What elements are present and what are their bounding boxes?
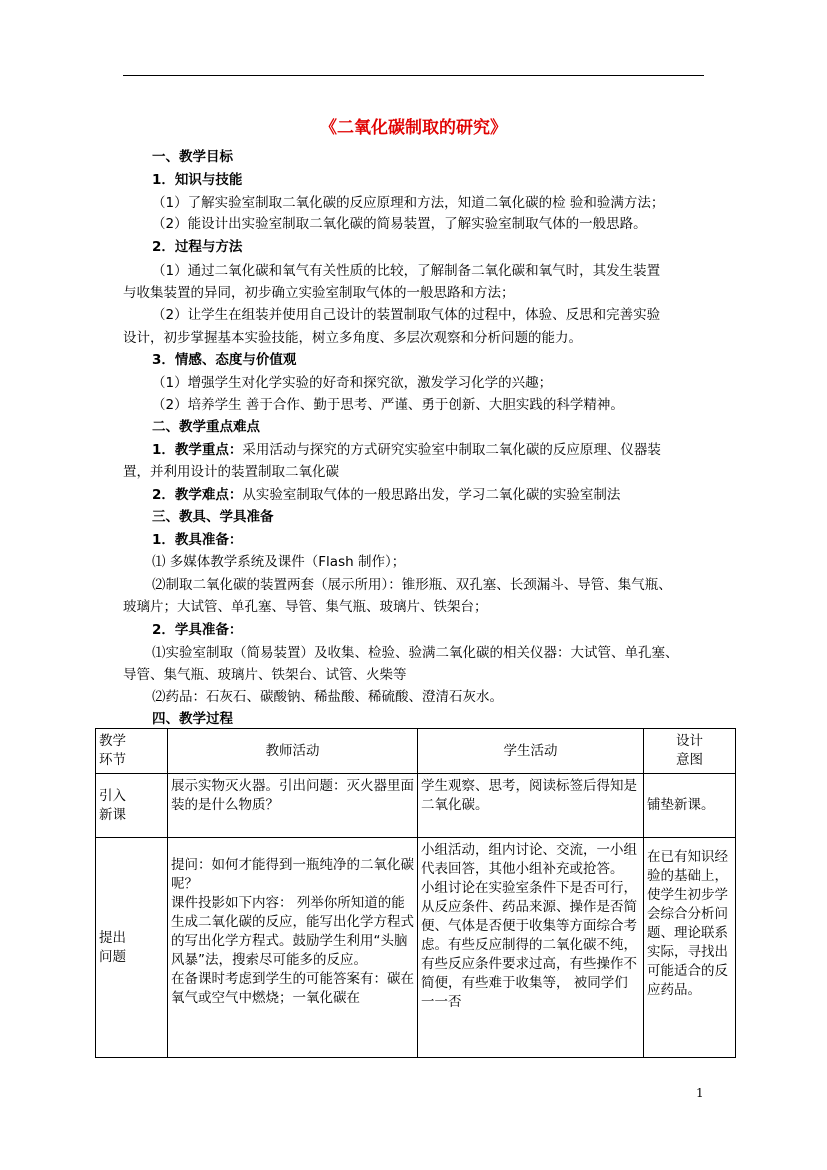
row-intent: 在已有知识经验的基础上，使学生初步学会综合分析问题、理论联系实际，寻找出可能适合的反应药品。 xyxy=(644,838,736,1058)
key-label: 1．教学重点： xyxy=(152,442,243,458)
header-rule xyxy=(123,75,704,76)
paragraph: （1）了解实验室制取二氧化碳的反应原理和方法，知道二氧化碳的检 验和验满方法； xyxy=(152,195,665,211)
row-stage: 引入 新课 xyxy=(96,774,168,838)
row-teacher: 展示实物灭火器。引出问题：灭火器里面装的是什么物质？ xyxy=(168,774,418,838)
section-heading-goals: 一、教学目标 xyxy=(152,149,233,165)
header-intent: 设计 意图 xyxy=(644,729,736,774)
paragraph: 与收集装置的异同，初步确立实验室制取气体的一般思路和方法； xyxy=(123,285,515,301)
paragraph: （1）增强学生对化学实验的好奇和探究欲，激发学习化学的兴趣； xyxy=(152,375,553,391)
row-student: 小组活动，组内讨论、交流，一小组代表回答，其他小组补充或抢答。 小组讨论在实验室条件下是否可行，从反应条件、药品来源、操作是否简便、气体是否便于收集等方面综合考虑。有些反应制得的二氧化碳不纯，有些反应条件要求过高，有些操作不简便，有些难于收集等， 被同学们一一否 xyxy=(418,838,644,1058)
subheading-knowledge: 1．知识与技能 xyxy=(152,172,243,188)
row-stage: 提出 问题 xyxy=(96,838,168,1058)
paragraph xyxy=(152,485,620,505)
difficulty-label: 2．教学难点： xyxy=(152,487,243,503)
row-student: 学生观察、思考，阅读标签后得知是二氧化碳。 xyxy=(418,774,644,838)
paragraph: 导管、集气瓶、玻璃片、铁架台、试管、火柴等 xyxy=(123,667,407,683)
table-header-row xyxy=(96,729,736,774)
subheading-values: 3．情感、态度与价值观 xyxy=(152,352,297,368)
table-row xyxy=(96,774,736,838)
paragraph: （2）能设计出实验室制取二氧化碳的简易装置，了解实验室制取气体的一般思路。 xyxy=(152,216,647,232)
paragraph: ⑴ 多媒体教学系统及课件（Flash 制作）； xyxy=(152,554,406,570)
header-student: 学生活动 xyxy=(418,729,644,774)
header-stage: 教学 环节 xyxy=(96,729,168,774)
paragraph: 玻璃片；大试管、单孔塞、导管、集气瓶、玻璃片、铁架台； xyxy=(123,599,488,615)
section-heading-process: 四、教学过程 xyxy=(152,711,233,727)
paragraph: （2）让学生在组装并使用自己设计的装置制取气体的过程中，体验、反思和完善实验 xyxy=(152,307,661,323)
page-number: 1 xyxy=(696,1086,704,1100)
subheading-teacher-materials: 1．教具准备： xyxy=(152,532,243,548)
paragraph: （1）通过二氧化碳和氧气有关性质的比较，了解制备二氧化碳和氧气时，其发生装置 xyxy=(152,263,661,279)
subheading-process: 2．过程与方法 xyxy=(152,239,243,255)
subheading-student-materials: 2．学具准备： xyxy=(152,622,243,638)
paragraph: ⑴实验室制取（简易装置）及收集、检验、验满二氧化碳的相关仪器：大试管、单孔塞、 xyxy=(152,645,679,661)
paragraph xyxy=(152,440,661,460)
paragraph: ⑵制取二氧化碳的装置两套（展示所用）：锥形瓶、双孔塞、长颈漏斗、导管、集气瓶、 xyxy=(152,577,672,593)
paragraph: 设计，初步掌握基本实验技能，树立多角度、多层次观察和分析问题的能力。 xyxy=(123,330,582,346)
paragraph: （2）培养学生 善于合作、勤于思考、严谨、勇于创新、大胆实践的科学精神。 xyxy=(152,397,624,413)
header-teacher: 教师活动 xyxy=(168,729,418,774)
row-intent: 铺垫新课。 xyxy=(644,774,736,838)
paragraph: 置，并利用设计的装置制取二氧化碳 xyxy=(123,464,339,480)
difficulty-text: 从实验室制取气体的一般思路出发，学习二氧化碳的实验室制法 xyxy=(242,487,621,503)
section-heading-materials: 三、教具、学具准备 xyxy=(152,509,274,525)
table-row xyxy=(96,838,736,1058)
row-teacher: 提问：如何才能得到一瓶纯净的二氧化碳呢？ 课件投影如下内容： 列举你所知道的能生成二氧化碳的反应，能写出化学方程式的写出化学方程式。鼓励学生利用“头脑风暴”法，搜索尽可能多的反应。 在备课时考虑到学生的可能答案有：碳在氧气或空气中燃烧；一氧化碳在 xyxy=(168,838,418,1058)
paragraph: ⑵药品：石灰石、碳酸钠、稀盐酸、稀硫酸、澄清石灰水。 xyxy=(152,689,503,705)
teaching-process-table xyxy=(95,728,736,1058)
section-heading-key-points: 二、教学重点难点 xyxy=(152,419,260,435)
key-text: 采用活动与探究的方式研究实验室中制取二氧化碳的反应原理、仪器装 xyxy=(242,442,661,458)
document-title: 《二氧化碳制取的研究》 xyxy=(320,118,507,138)
